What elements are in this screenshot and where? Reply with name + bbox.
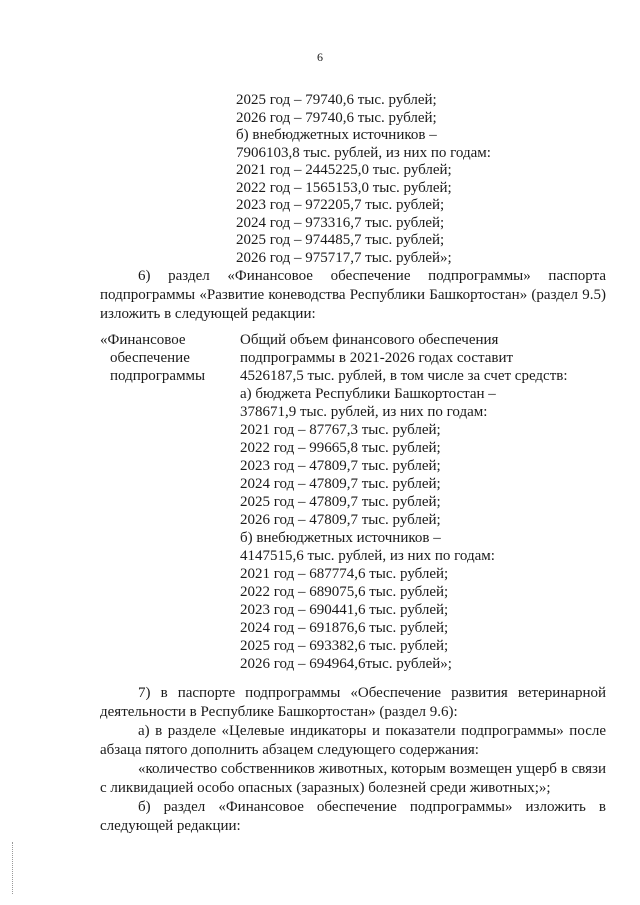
row-content-line: 2023 год – 690441,6 тыс. рублей; — [240, 602, 449, 618]
row-content-block — [240, 331, 580, 673]
top-block-line: б) внебюджетных источников – — [236, 127, 437, 143]
row-content-line: Общий объем финансового обеспечения — [240, 332, 499, 348]
row-content-line: 2025 год – 693382,6 тыс. рублей; — [240, 638, 449, 654]
top-lines-block — [236, 92, 566, 267]
top-block-line: 2026 год – 79740,6 тыс. рублей; — [236, 109, 437, 126]
row-content-line: 4526187,5 тыс. рублей, в том числе за счет средств: — [240, 368, 568, 384]
top-block-line: 7906103,8 тыс. рублей, из них по годам: — [236, 144, 491, 161]
row-content-line: 2024 год – 691876,6 тыс. рублей; — [240, 620, 449, 636]
paragraph-6: 6) раздел «Финансовое обеспечение подпрограммы» паспорта подпрограммы «Развитие коневодства Республики Башкортостан» (раздел 9.5) изложить в следующей редакции: — [100, 268, 606, 322]
row-label-line-2: обеспечение — [110, 350, 190, 366]
top-block-line: 2026 год – 975717,7 тыс. рублей»; — [236, 249, 452, 266]
row-content-line: 4147515,6 тыс. рублей, из них по годам: — [240, 548, 495, 564]
row-label — [100, 331, 235, 385]
row-content-line: подпрограммы в 2021-2026 годах составит — [240, 350, 514, 366]
row-content-line: 2025 год – 47809,7 тыс. рублей; — [240, 494, 441, 510]
row-content-line: 2023 год – 47809,7 тыс. рублей; — [240, 458, 441, 474]
paragraph-7a: а) в разделе «Целевые индикаторы и показатели подпрограммы» после абзаца пятого дополнить абзацем следующего содержания: — [100, 723, 606, 758]
row-content-line: 2022 год – 689075,6 тыс. рублей; — [240, 584, 449, 600]
top-block-line: 2022 год – 1565153,0 тыс. рублей; — [236, 179, 452, 196]
top-block-line: 2025 год – 79740,6 тыс. рублей; — [236, 92, 437, 108]
row-content-line: 2026 год – 694964,6тыс. рублей»; — [240, 656, 452, 672]
row-content-line: б) внебюджетных источников – — [240, 530, 441, 546]
top-block-line: 2023 год – 972205,7 тыс. рублей; — [236, 197, 445, 213]
row-content-line: 2021 год – 687774,6 тыс. рублей; — [240, 566, 449, 582]
top-block-line: 2021 год – 2445225,0 тыс. рублей; — [236, 162, 452, 178]
row-content-line: 2026 год – 47809,7 тыс. рублей; — [240, 512, 441, 528]
top-block-line: 2024 год – 973316,7 тыс. рублей; — [236, 214, 445, 231]
margin-mark — [12, 842, 15, 894]
row-content-line: 2022 год – 99665,8 тыс. рублей; — [240, 440, 441, 456]
row-content-line: 378671,9 тыс. рублей, из них по годам: — [240, 404, 488, 420]
paragraph-7: 7) в паспорте подпрограммы «Обеспечение развития ветеринарной деятельности в Республике Башкортостан» (раздел 9.6): — [100, 685, 606, 720]
paragraph-quote: «количество собственников животных, которым возмещен ущерб в связи с ликвидацией особо опасных (заразных) болезней среди животных;»; — [100, 761, 606, 796]
page-number: 6 — [317, 50, 323, 64]
row-content-line: 2024 год – 47809,7 тыс. рублей; — [240, 476, 441, 492]
row-content-line: 2021 год – 87767,3 тыс. рублей; — [240, 422, 441, 438]
top-block-line: 2025 год – 974485,7 тыс. рублей; — [236, 232, 445, 248]
row-content-line: а) бюджета Республики Башкортостан – — [240, 386, 496, 402]
paragraph-7b: б) раздел «Финансовое обеспечение подпрограммы» изложить в следующей редакции: — [100, 799, 606, 834]
row-label-line-3: подпрограммы — [110, 368, 206, 384]
row-label-line-1: «Финансовое — [100, 332, 186, 348]
